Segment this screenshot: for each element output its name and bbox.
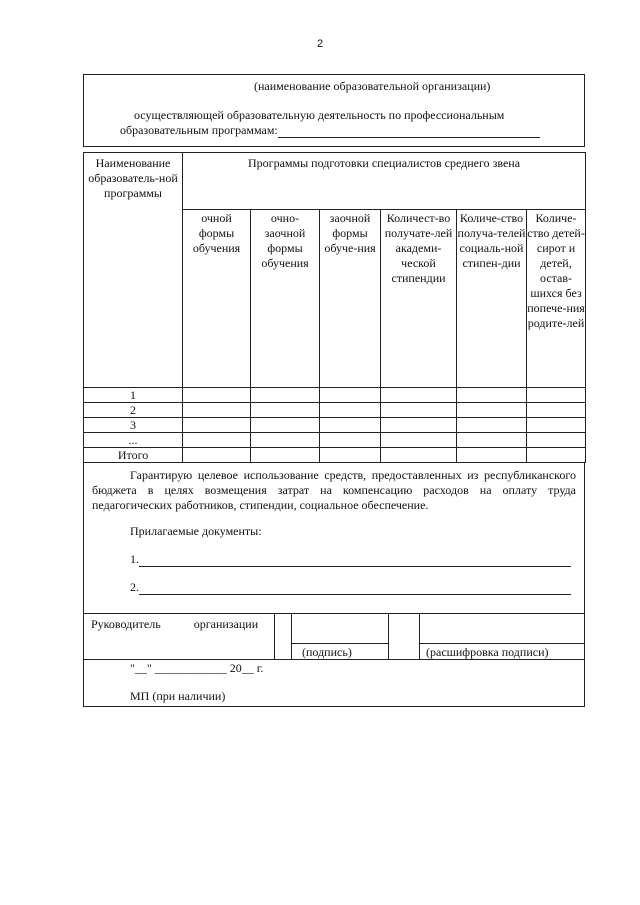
signature-spacer [389,614,420,659]
signature-decoding-field[interactable] [420,614,584,659]
stamp-label: МП (при наличии) [130,689,226,703]
table-cell[interactable] [527,388,586,403]
table-cell[interactable] [527,448,586,463]
attached-document-line [130,580,571,595]
attached-document-field[interactable] [139,552,571,567]
table-cell[interactable] [381,448,457,463]
organization-programs-label: образовательным программам: [120,123,278,137]
table-cell[interactable] [320,448,381,463]
table-cell[interactable] [457,448,527,463]
table-cell[interactable] [457,433,527,448]
attached-document-field[interactable] [139,580,571,595]
column-header-full-time: очной формы обучения [183,210,251,388]
table-cell[interactable] [320,388,381,403]
table-cell[interactable] [183,448,251,463]
program-group-header: Программы подготовки специалистов среднего звена [183,153,586,210]
attached-documents-title: Прилагаемые документы: [130,524,262,538]
table-cell[interactable] [320,403,381,418]
organization-activity-line: осуществляющей образовательную деятельность по профессиональным [134,108,505,122]
signature-field[interactable] [292,614,389,659]
table-cell[interactable] [527,418,586,433]
guarantee-block [83,463,585,614]
table-cell[interactable] [527,403,586,418]
form-frame [83,74,585,707]
table-row [84,433,586,448]
row-label-total: Итого [84,448,183,463]
date-stamp-block [83,660,585,707]
table-cell[interactable] [381,418,457,433]
organization-caption: (наименование образовательной организации) [254,79,491,93]
table-cell[interactable] [183,433,251,448]
table-cell[interactable] [457,388,527,403]
signature-caption: (подпись) [302,645,352,659]
table-cell[interactable] [183,418,251,433]
column-header-orphans: Количе-ство детей-сирот и детей, остав-шихся без попече-ния родите-лей [527,210,586,388]
table-cell[interactable] [251,388,320,403]
signature-spacer [275,614,292,659]
signature-row [83,614,585,660]
column-header-social-stipend: Количе-ство получа-телей социаль-ной стипен-дии [457,210,527,388]
organization-programs-line [120,123,540,138]
table-row-total [84,448,586,463]
column-header-academic-stipend: Количест-во получате-лей академи-ческой стипендии [381,210,457,388]
programs-blank-field[interactable] [278,123,540,138]
attached-document-number: 2. [130,580,139,594]
table-row [84,403,586,418]
head-label: Руководитель организации [84,614,275,659]
signature-decoding-caption: (расшифровка подписи) [426,645,549,659]
table-cell[interactable] [381,403,457,418]
program-name-header: Наименование образователь-ной программы [84,153,183,388]
row-label: ... [84,433,183,448]
attached-document-number: 1. [130,552,139,566]
table-cell[interactable] [251,433,320,448]
table-cell[interactable] [527,433,586,448]
organization-block [83,74,585,147]
column-header-part-time: очно-заочной формы обучения [251,210,320,388]
page-number: 2 [316,38,324,50]
table-cell[interactable] [381,388,457,403]
table-cell[interactable] [251,418,320,433]
table-cell[interactable] [320,433,381,448]
table-cell[interactable] [457,418,527,433]
column-header-extramural: заочной формы обуче-ния [320,210,381,388]
table-row [84,388,586,403]
programs-table [83,152,586,463]
guarantee-text: Гарантирую целевое использование средств, предоставленных из республиканского бюджета в целях возмещения затрат на компенсацию расходов на оплату труда педагогических работников, стипендии, социальное обеспечение. [92,468,576,512]
table-cell[interactable] [251,448,320,463]
table-cell[interactable] [457,403,527,418]
table-cell[interactable] [381,433,457,448]
table-cell[interactable] [251,403,320,418]
table-cell[interactable] [320,418,381,433]
table-row [84,418,586,433]
table-cell[interactable] [183,388,251,403]
attached-document-line [130,552,571,567]
row-label: 3 [84,418,183,433]
table-cell[interactable] [183,403,251,418]
row-label: 2 [84,403,183,418]
row-label: 1 [84,388,183,403]
date-line: "__" ____________ 20__ г. [130,661,264,675]
